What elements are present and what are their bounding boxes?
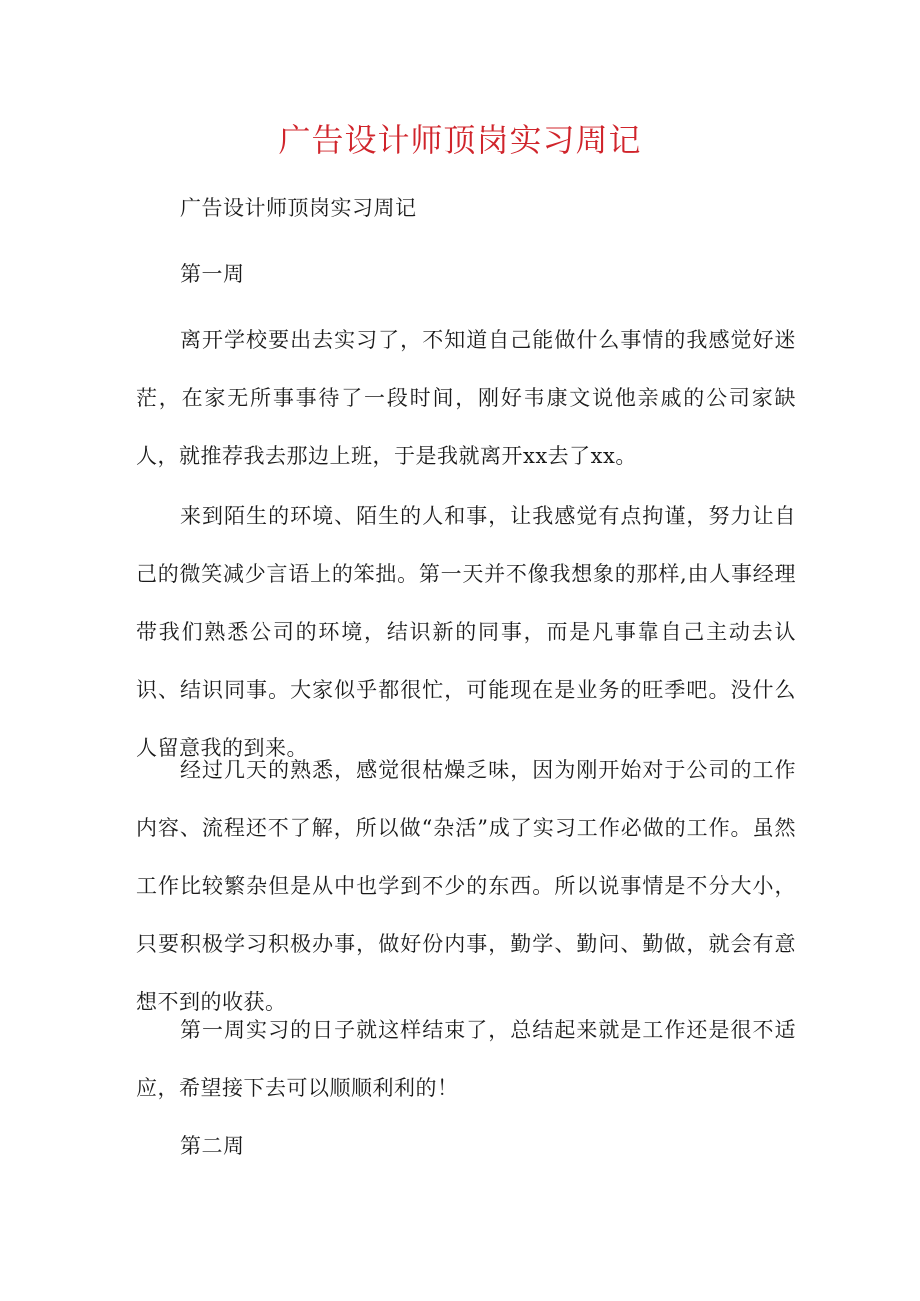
- paragraph-3: 经过几天的熟悉，感觉很枯燥乏味，因为刚开始对于公司的工作内容、流程还不了解，所以做“杂活”成了实习工作必做的工作。虽然工作比较繁杂但是从中也学到不少的东西。所以说事情是不分大小，只要积极学习积极办事，做好份内事，勤学、勤问、勤做，就会有意想不到的收获。: [136, 758, 796, 1014]
- paragraph-4: 第一周实习的日子就这样结束了，总结起来就是工作还是很不适应，希望接下去可以顺顺利利的！: [136, 1018, 796, 1100]
- document-subtitle: 广告设计师顶岗实习周记: [180, 196, 417, 220]
- paragraph-2: 来到陌生的环境、陌生的人和事，让我感觉有点拘谨，努力让自己的微笑减少言语上的笨拙。第一天并不像我想象的那样,由人事经理带我们熟悉公司的环境，结识新的同事，而是凡事靠自己主动去认识、结识同事。大家似乎都很忙，可能现在是业务的旺季吧。没什么人留意我的到来。: [136, 504, 796, 760]
- week-1-heading: 第一周: [180, 262, 245, 286]
- paragraph-1: 离开学校要出去实习了，不知道自己能做什么事情的我感觉好迷茫，在家无所事事待了一段时间，刚好韦康文说他亲戚的公司家缺人，就推荐我去那边上班，于是我就离开xx去了xx。: [136, 328, 796, 468]
- week-2-heading: 第二周: [180, 1134, 245, 1158]
- document-title: 广告设计师顶岗实习周记: [278, 121, 642, 159]
